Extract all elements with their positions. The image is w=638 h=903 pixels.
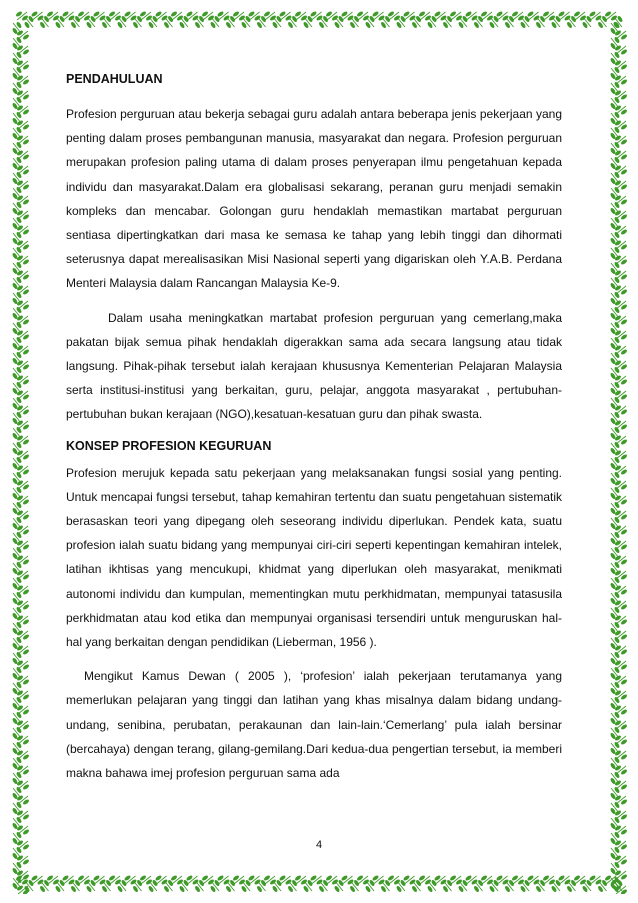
- vine-leaf: [318, 879, 329, 893]
- vine-leaf: [411, 879, 422, 893]
- vine-leaf: [349, 879, 360, 893]
- vine-leaf: [272, 879, 283, 893]
- left-vine-border: [10, 8, 30, 894]
- section-heading-pendahuluan: PENDAHULUAN: [66, 72, 163, 86]
- vine-leaf: [380, 879, 391, 893]
- vine-leaf: [101, 879, 112, 893]
- vine-leaf: [256, 15, 267, 29]
- vine-leaf: [566, 15, 577, 29]
- vine-leaf: [597, 15, 608, 29]
- vine-leaf: [287, 15, 298, 29]
- vine-leaf: [210, 15, 221, 29]
- vine-leaf: [551, 879, 562, 893]
- page-number: 4: [315, 839, 323, 851]
- vine-leaf: [287, 879, 298, 893]
- vine-leaf: [582, 879, 593, 893]
- vine-leaf: [163, 879, 174, 893]
- vine-leaf: [16, 885, 30, 894]
- vine-leaf: [225, 879, 236, 893]
- vine-leaf: [148, 15, 159, 29]
- vine-leaf: [427, 15, 438, 29]
- paragraph: Profesion perguruan atau bekerja sebagai guru adalah antara beberapa jenis pekerjaan yang penting dalam proses pembangunan manusia, masyarakat dan negara. Profesion perguruan merupakan profesion paling utama di dalam proses penyerapan ilmu pengetahuan kepada individu dan masyarakat.Dalam era globalisasi sekarang, peranan guru menjadi semakin kompleks dan mencabar. Golongan guru hendaklah memastikan martabat perguruan sentiasa dipertingkatkan dari masa ke semasa ke tahap yang lebih tinggi dan dihormati seterusnya dapat merealisasikan Misi Nasional seperti yang digariskan oleh Y.A.B. Perdana Menteri Malaysia dalam Rancangan Malaysia Ke-9.: [66, 107, 562, 291]
- vine-leaf: [520, 15, 531, 29]
- vine-leaf: [442, 15, 453, 29]
- vine-leaf: [458, 15, 469, 29]
- paragraph: Dalam usaha meningkatkan martabat profesion perguruan yang cemerlang,maka pakatan bijak semua pihak hendaklah digerakkan sama ada secara langsung atau tidak langsung. Pihak-pihak tersebut ialah kerajaan khususnya Kementerian Pelajaran Malaysia serta institusi-institusi yang berkaitan, guru, pelajar, anggota masyarakat , pertubuhan-pertubuhan bukan kerajaan (NGO),kesatuan-kesatuan guru dan pihak swasta.: [66, 310, 562, 422]
- vine-leaf: [458, 879, 469, 893]
- vine-leaf: [210, 879, 221, 893]
- vine-leaf: [582, 15, 593, 29]
- vine-leaf: [117, 879, 128, 893]
- vine-leaf: [256, 879, 267, 893]
- vine-leaf: [365, 879, 376, 893]
- vine-leaf: [241, 15, 252, 29]
- vine-leaf: [365, 15, 376, 29]
- vine-leaf: [396, 15, 407, 29]
- vine-leaf: [504, 15, 515, 29]
- vine-leaf: [39, 879, 50, 893]
- vine-leaf: [551, 15, 562, 29]
- vine-leaf: [396, 879, 407, 893]
- vine-leaf: [504, 879, 515, 893]
- vine-leaf: [473, 879, 484, 893]
- vine-leaf: [55, 15, 66, 29]
- vine-leaf: [70, 879, 81, 893]
- vine-leaf: [225, 15, 236, 29]
- vine-leaf: [132, 15, 143, 29]
- paragraph: Profesion merujuk kepada satu pekerjaan yang melaksanakan fungsi sosial yang penting. Untuk mencapai fungsi tersebut, tahap kemahiran tertentu dan suatu pengetahuan sistematik berasaskan teori yang dipegang oleh seseorang individu diperlukan. Pendek kata, suatu profesion ialah suatu bidang yang mempunyai ciri-ciri seperti kepentingan kemahiran intelek, latihan ikhtisas yang mencukupi, khidmat yang diperlukan oleh masyarakat, menikmati autonomi individu dan kumpulan, mementingkan mutu perkhidmatan, mempunyai tatasusila perkhidmatan atau kod etika dan mempunyai organisasi tersendiri untuk menguruskan hal-hal yang berkaitan dengan pendidikan (Lieberman, 1956 ).: [66, 465, 562, 650]
- vine-leaf: [101, 15, 112, 29]
- vine-leaf: [241, 879, 252, 893]
- vine-leaf: [117, 15, 128, 29]
- vine-leaf: [489, 879, 500, 893]
- vine-leaf: [39, 15, 50, 29]
- vine-leaf: [380, 15, 391, 29]
- bottom-vine-border: [14, 872, 624, 894]
- vine-leaf: [179, 15, 190, 29]
- vine-leaf: [597, 879, 608, 893]
- vine-leaf: [70, 15, 81, 29]
- vine-leaf: [566, 879, 577, 893]
- vine-leaf: [272, 15, 283, 29]
- vine-leaf: [86, 15, 97, 29]
- vine-leaf: [489, 15, 500, 29]
- vine-leaf: [163, 15, 174, 29]
- vine-leaf: [411, 15, 422, 29]
- vine-leaf: [334, 879, 345, 893]
- right-vine-border: [608, 8, 628, 894]
- paragraph: Mengikut Kamus Dewan ( 2005 ), ‘profesion’ ialah pekerjaan terutamanya yang memerlukan pelajaran yang tinggi dan latihan yang khas misalnya dalam bidang undang-undang, senibina, perubatan, perakaunan dan lain-lain.‘Cemerlang’ pula ialah bersinar (bercahaya) dengan terang, gilang-gemilang.Dari kedua-dua pengertian tersebut, ia memberi makna bahawa imej profesion perguruan sama ada: [66, 669, 562, 781]
- document-body: [66, 70, 562, 795]
- vine-leaf: [614, 885, 628, 894]
- section-heading-konsep: KONSEP PROFESION KEGURUAN: [66, 438, 272, 453]
- vine-leaf: [194, 879, 205, 893]
- vine-leaf: [303, 15, 314, 29]
- vine-leaf: [535, 879, 546, 893]
- vine-leaf: [55, 879, 66, 893]
- vine-leaf: [194, 15, 205, 29]
- top-vine-border: [14, 8, 624, 30]
- vine-leaf: [318, 15, 329, 29]
- vine-leaf: [349, 15, 360, 29]
- vine-leaf: [148, 879, 159, 893]
- vine-leaf: [442, 879, 453, 893]
- vine-leaf: [179, 879, 190, 893]
- vine-leaf: [473, 15, 484, 29]
- vine-leaf: [303, 879, 314, 893]
- vine-leaf: [427, 879, 438, 893]
- vine-leaf: [334, 15, 345, 29]
- vine-leaf: [132, 879, 143, 893]
- vine-leaf: [86, 879, 97, 893]
- vine-leaf: [535, 15, 546, 29]
- vine-leaf: [520, 879, 531, 893]
